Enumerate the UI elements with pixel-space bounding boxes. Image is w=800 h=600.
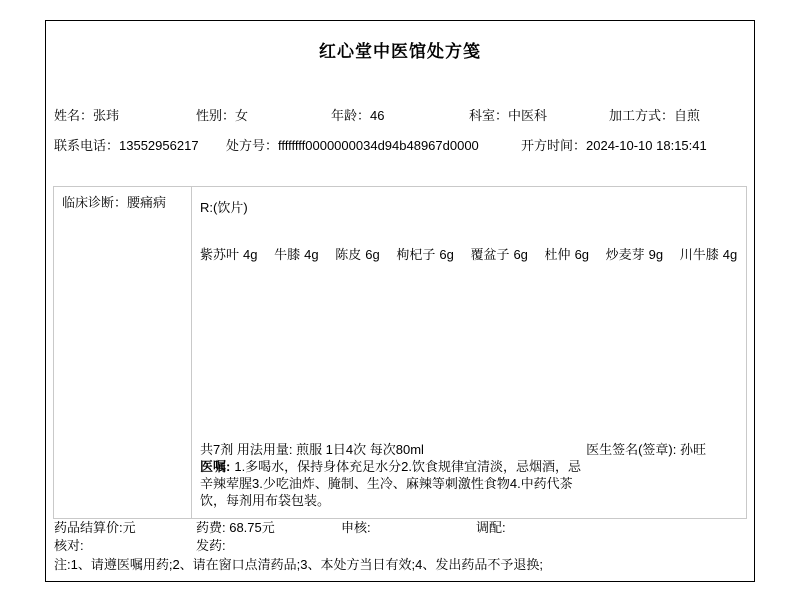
herb-item	[396, 247, 453, 263]
patient-field-value: 13552956217	[119, 138, 199, 153]
patient-info-row-2	[54, 138, 746, 153]
doctor-advice	[200, 458, 706, 509]
rx-header: R:(饮片)	[200, 200, 248, 215]
rx-spacer	[200, 263, 706, 441]
footer-field: 申核:	[341, 520, 371, 535]
patient-field-value: ffffffff0000000034d94b48967d0000	[278, 138, 479, 153]
footer-field: 药费: 68.75元	[196, 520, 275, 535]
herb-dose: 6g	[365, 247, 380, 262]
patient-field-label: 开方时间：	[521, 138, 587, 153]
footer-field: 发药:	[196, 538, 226, 553]
patient-field-label: 科室：	[469, 108, 509, 123]
herb-item	[274, 247, 318, 263]
advice-line: 辛辣荤腥3.少吃油炸、腌制、生冷、麻辣等刺激性食物4.中药代茶	[200, 476, 573, 491]
herb-name: 川牛膝	[679, 247, 719, 262]
patient-field-value: 中医科	[508, 108, 548, 123]
herb-name: 覆盆子	[470, 247, 510, 262]
herb-item	[606, 247, 663, 263]
patient-info-row-1	[54, 108, 746, 123]
herb-dose: 6g	[439, 247, 454, 262]
herb-item	[200, 247, 257, 263]
footer-settlement-row	[54, 520, 746, 536]
usage-row	[200, 441, 706, 458]
herb-dose: 6g	[513, 247, 528, 262]
advice-line	[200, 458, 706, 475]
prescription-page	[45, 20, 755, 582]
footer-field: 药品结算价:元	[54, 520, 136, 535]
footer-check-row	[54, 538, 746, 554]
patient-field	[609, 108, 700, 123]
herb-item	[545, 247, 589, 263]
footer-field: 核对:	[54, 538, 84, 553]
doctor-name: 孙旺	[679, 442, 706, 457]
herb-name: 牛膝	[274, 247, 301, 262]
herb-name: 枸杞子	[396, 247, 436, 262]
herb-dose: 4g	[722, 247, 738, 262]
diagnosis-cell	[54, 187, 192, 518]
herb-dose: 6g	[574, 247, 590, 262]
patient-field-label: 姓名：	[54, 108, 94, 123]
herb-dose: 4g	[304, 247, 319, 262]
herb-dose: 4g	[243, 247, 258, 262]
usage-text: 共7剂 用法用量: 煎服 1日4次 每次80ml	[200, 442, 424, 457]
herb-item	[470, 247, 527, 263]
advice-text: 1.多喝水，保持身体充足水分2.饮食规律宜清淡，忌烟酒，忌	[234, 459, 582, 474]
doctor-signature	[586, 441, 706, 458]
diagnosis-value: 腰痛病	[127, 195, 167, 210]
herb-item	[680, 247, 737, 263]
prescription-table	[53, 186, 747, 519]
patient-field	[331, 108, 469, 123]
footer-note: 注:1、请遵医嘱用药;2、请在窗口点清药品;3、本处方当日有效;4、发出药品不予退换;	[54, 557, 543, 572]
herb-list	[200, 247, 738, 263]
herb-dose: 9g	[648, 247, 664, 262]
doctor-signature-label: 医生签名(签章):	[586, 442, 677, 457]
patient-field	[54, 138, 226, 153]
patient-field-value: 女	[235, 108, 249, 123]
advice-label: 医嘱:	[200, 459, 231, 474]
herb-name: 紫苏叶	[200, 247, 240, 262]
patient-field-value: 2024-10-10 18:15:41	[586, 138, 707, 153]
patient-field	[54, 108, 196, 123]
patient-field	[469, 108, 609, 123]
herb-name: 炒麦芽	[605, 247, 645, 262]
herb-name: 杜仲	[544, 247, 571, 262]
herb-name: 陈皮	[335, 247, 362, 262]
footer-field: 调配:	[476, 520, 506, 535]
advice-line: 饮，每剂用布袋包装。	[200, 493, 331, 508]
patient-field-value: 46	[370, 108, 385, 123]
patient-field-value: 自煎	[674, 108, 701, 123]
patient-field	[521, 138, 707, 153]
patient-field-label: 联系电话：	[54, 138, 120, 153]
patient-field-label: 年龄：	[331, 108, 371, 123]
patient-field	[226, 138, 521, 153]
diagnosis-label: 临床诊断：	[62, 195, 128, 210]
patient-field-label: 加工方式：	[609, 108, 675, 123]
patient-field-label: 处方号：	[226, 138, 279, 153]
patient-field	[196, 108, 331, 123]
patient-field-label: 性别：	[196, 108, 236, 123]
patient-field-value: 张玮	[93, 108, 120, 123]
advice-more-lines	[200, 475, 706, 509]
herb-item	[335, 247, 379, 263]
page-title: 红心堂中医馆处方笺	[319, 42, 481, 61]
rx-cell	[192, 187, 746, 518]
